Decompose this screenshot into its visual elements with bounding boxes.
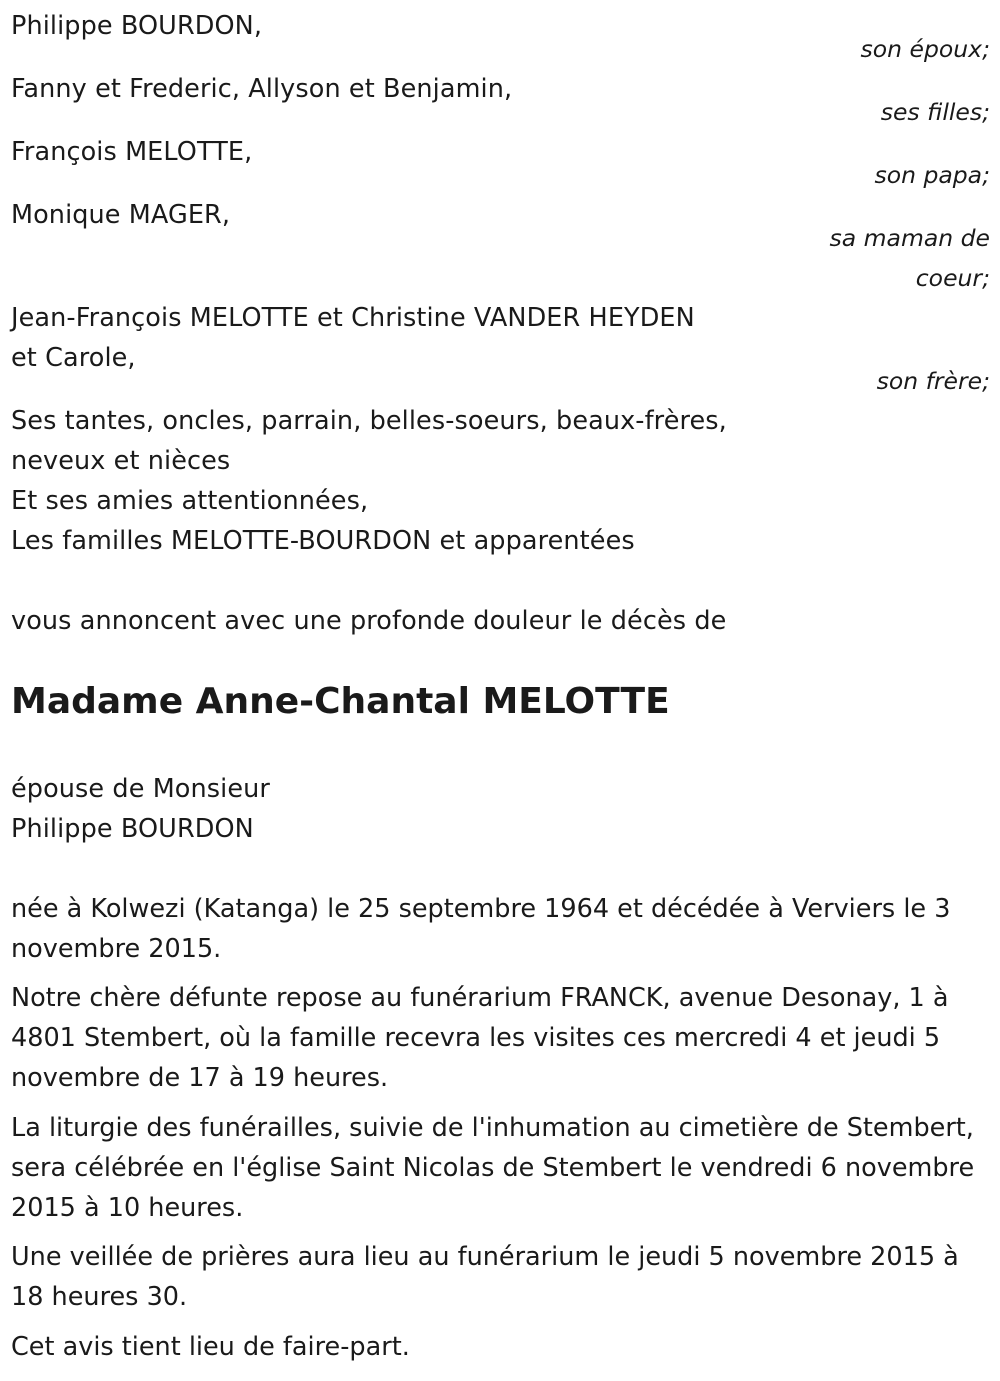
family-name-brother-line2: et Carole, [11, 343, 136, 373]
family-relation-spouse: son époux; [860, 35, 990, 63]
spouse-line1: épouse de Monsieur [11, 774, 270, 804]
birth-death-paragraph: née à Kolwezi (Katanga) le 25 septembre 1964 et décédée à Verviers le 3 novembre 2015. [11, 894, 951, 964]
funeral-paragraph: La liturgie des funérailles, suivie de l'inhumation au cimetière de Stembert, sera célébrée en l'église Saint Nicolas de Stembert le vendredi 6 novembre 2015 à 10 heures. [11, 1113, 975, 1223]
family-name-brother-line1: Jean-François MELOTTE et Christine VANDER HEYDEN [11, 303, 695, 333]
family-relation-father: son papa; [874, 161, 990, 189]
family-relation-stepmother-line1: sa maman de [829, 224, 990, 252]
family-relation-daughters: ses filles; [880, 98, 990, 126]
spouse-line2: Philippe BOURDON [11, 814, 254, 844]
announcement-text: vous annoncent avec une profonde douleur le décès de [11, 606, 727, 636]
closing-paragraph: Cet avis tient lieu de faire-part. [11, 1332, 410, 1362]
family-name-stepmother: Monique MAGER, [11, 200, 231, 230]
extended-family-line: Ses tantes, oncles, parrain, belles-soeurs, beaux-frères, [11, 406, 727, 436]
deceased-name: Madame Anne-Chantal MELOTTE [11, 681, 670, 722]
family-relation-brother: son frère; [876, 367, 990, 395]
family-name-spouse: Philippe BOURDON, [11, 11, 263, 41]
visitation-paragraph: Notre chère défunte repose au funérarium FRANCK, avenue Desonay, 1 à 4801 Stembert, où la famille recevra les visites ces mercredi 4 et jeudi 5 novembre de 17 à 19 heures. [11, 983, 949, 1093]
extended-family-line: Les familles MELOTTE-BOURDON et apparentées [11, 526, 635, 556]
family-name-father: François MELOTTE, [11, 137, 253, 167]
family-name-daughters: Fanny et Frederic, Allyson et Benjamin, [11, 74, 513, 104]
extended-family-line: neveux et nièces [11, 446, 231, 476]
vigil-paragraph: Une veillée de prières aura lieu au funérarium le jeudi 5 novembre 2015 à 18 heures 30. [11, 1242, 959, 1312]
family-relation-stepmother-line2: coeur; [915, 264, 990, 292]
extended-family-line: Et ses amies attentionnées, [11, 486, 369, 516]
